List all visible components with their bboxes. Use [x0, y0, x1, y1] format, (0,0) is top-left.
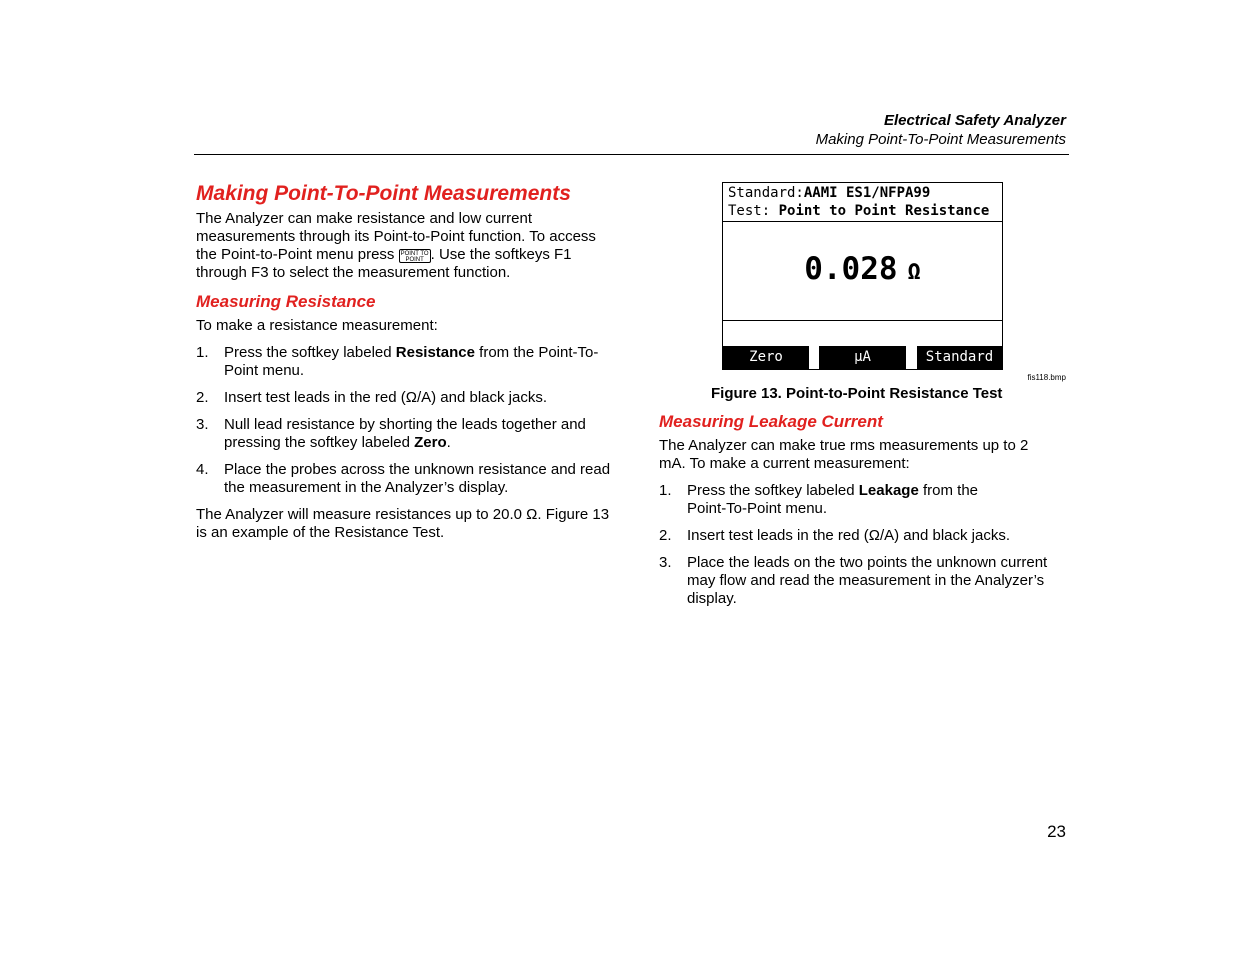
step-text: Press the softkey labeled	[687, 482, 859, 499]
header-rule	[194, 154, 1069, 155]
point-to-point-key-icon: POINT TO POINT	[400, 251, 429, 263]
step-number: 1.	[196, 344, 209, 361]
leakage-intro: The Analyzer can make true rms measurements up to 2 mA. To make a current measurement:	[659, 437, 1029, 472]
list-item	[659, 527, 1079, 545]
step-number: 3.	[196, 416, 209, 433]
display-standard-line	[728, 185, 930, 201]
list-item	[196, 461, 616, 497]
leakage-steps	[659, 482, 1079, 608]
step-text: Place the probes across the unknown resistance and read the measurement in the Analyzer’s display.	[224, 461, 611, 496]
figure-filename: fis118.bmp	[1027, 373, 1066, 382]
display-divider	[723, 221, 1002, 222]
softkey-standard: Standard	[917, 346, 1002, 369]
list-item	[196, 416, 616, 452]
softkey-microamp: μA	[819, 346, 906, 369]
softkey-zero: Zero	[723, 346, 809, 369]
step-number: 2.	[196, 389, 209, 406]
resistance-lead: To make a resistance measurement:	[196, 317, 438, 334]
display-divider	[723, 320, 1002, 321]
figure-caption: Figure 13. Point-to-Point Resistance Test	[711, 385, 1003, 402]
resistance-closing: The Analyzer will measure resistances up to 20.0 Ω. Figure 13 is an example of the Resistance Test.	[196, 506, 610, 541]
list-item	[659, 554, 1069, 608]
step-number: 3.	[659, 554, 672, 571]
softkey-bar	[723, 346, 1002, 369]
display-standard-label: Standard:	[728, 185, 804, 201]
list-item	[659, 482, 1007, 518]
display-test-value: Point to Point Resistance	[778, 203, 990, 219]
list-item	[196, 344, 616, 380]
display-reading	[723, 251, 1002, 287]
intro-paragraph	[196, 210, 616, 282]
step-text: from the Point-To-Point menu.	[224, 344, 599, 379]
step-text: from the Point-To-Point menu.	[687, 482, 978, 517]
subsection-heading-resistance: Measuring Resistance	[196, 292, 376, 311]
display-standard-value: AAMI ES1/NFPA99	[803, 185, 931, 201]
display-test-line	[728, 203, 989, 219]
left-column	[196, 181, 616, 542]
step-number: 1.	[659, 482, 672, 499]
step-number: 2.	[659, 527, 672, 544]
step-text: Press the softkey labeled	[224, 344, 396, 361]
analyzer-display-figure	[722, 182, 1003, 370]
subsection-heading-leakage: Measuring Leakage Current	[659, 412, 883, 431]
step-text: Null lead resistance by shorting the leads together and pressing the softkey labeled	[224, 416, 586, 451]
section-heading: Making Point-To-Point Measurements	[196, 182, 571, 205]
page-number: 23	[1047, 822, 1066, 841]
running-header-subtitle: Making Point-To-Point Measurements	[815, 131, 1066, 148]
reading-unit: Ω	[907, 260, 921, 285]
intro-text-b: . Use the softkeys F1 through F3 to select the measurement function.	[196, 246, 572, 281]
running-header-title: Electrical Safety Analyzer	[883, 112, 1066, 129]
display-test-label: Test:	[728, 203, 771, 219]
intro-text-a: The Analyzer can make resistance and low current measurements through its Point-to-Point function. To access the Point-to-Point menu press	[196, 210, 596, 263]
step-bold: Leakage	[858, 482, 919, 499]
step-text: .	[446, 434, 451, 451]
step-bold: Zero	[414, 434, 447, 451]
list-item	[196, 389, 616, 407]
step-bold: Resistance	[395, 344, 475, 361]
resistance-steps	[196, 344, 616, 497]
step-text: Place the leads on the two points the unknown current may flow and read the measurement in the Analyzer’s display.	[687, 554, 1048, 607]
reading-value: 0.028	[804, 251, 898, 287]
step-number: 4.	[196, 461, 209, 478]
step-text: Insert test leads in the red (Ω/A) and black jacks.	[687, 527, 1011, 544]
right-column	[659, 411, 1079, 617]
step-text: Insert test leads in the red (Ω/A) and black jacks.	[224, 389, 548, 406]
